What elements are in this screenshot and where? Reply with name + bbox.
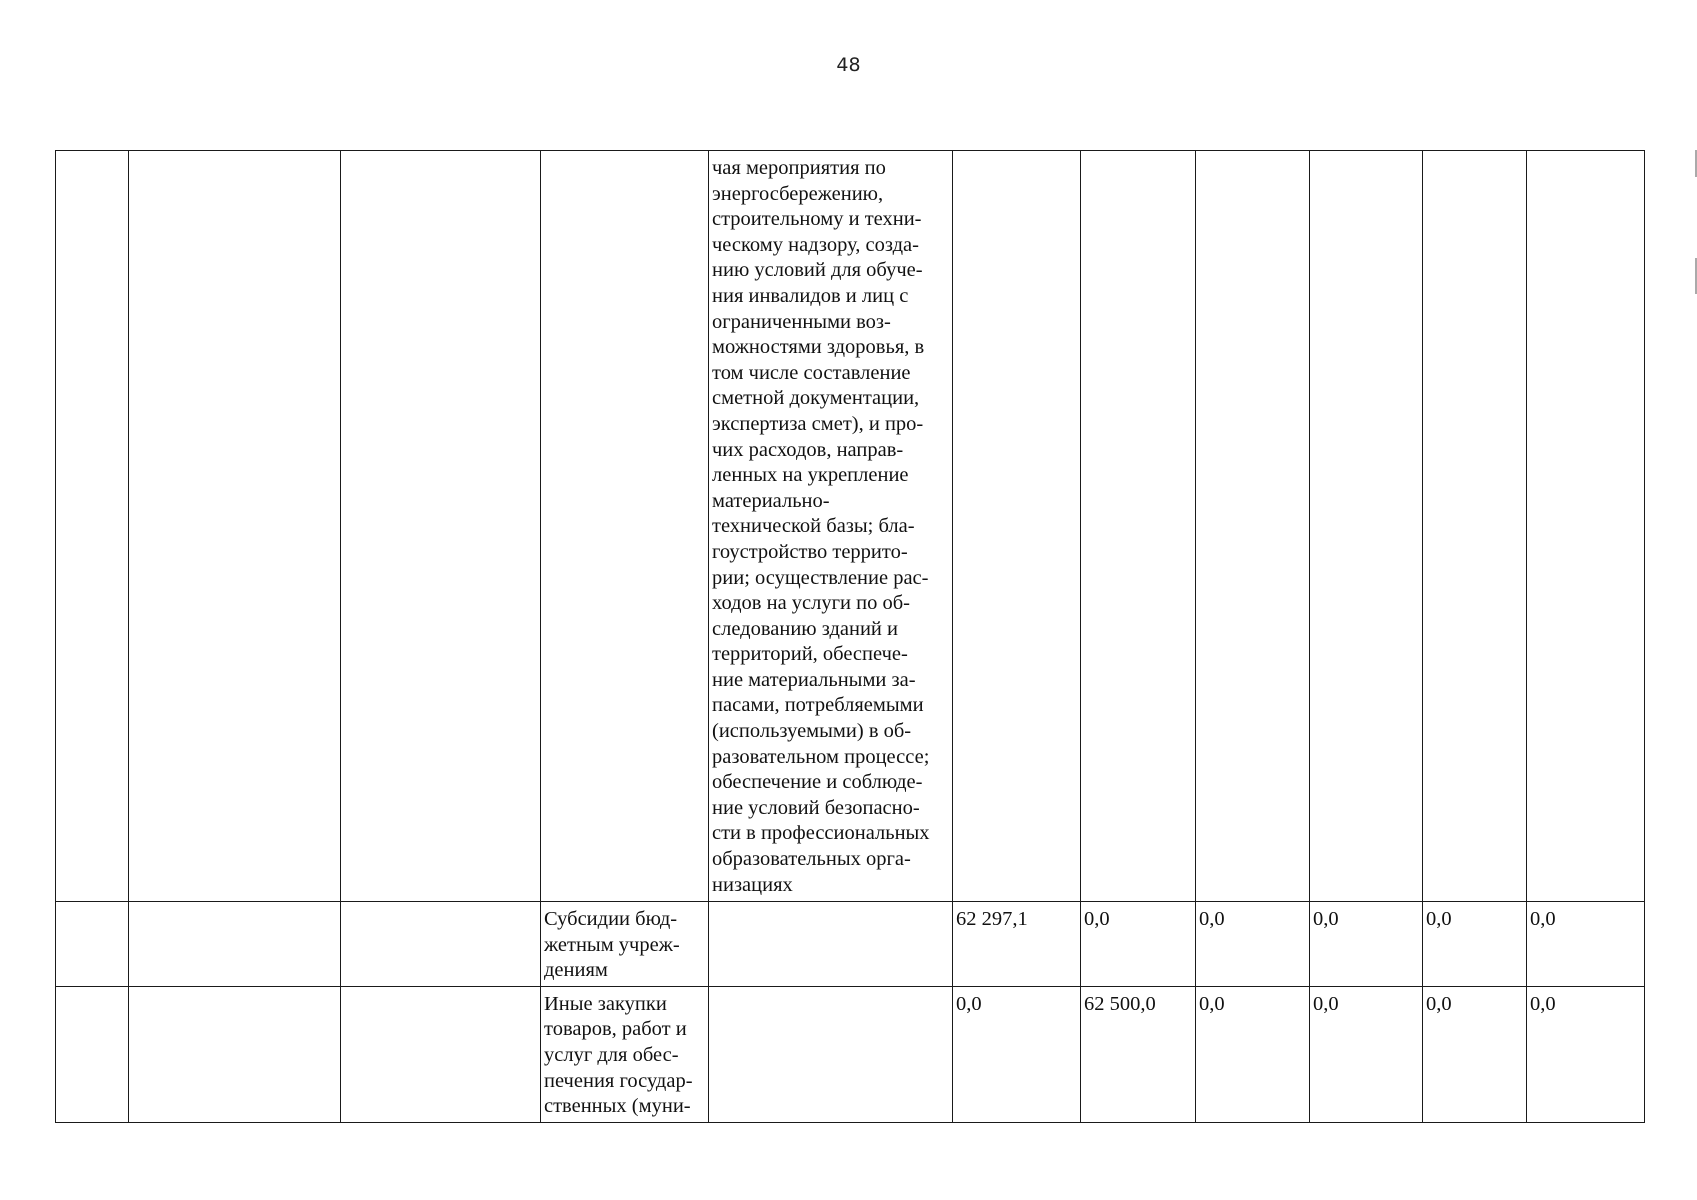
table-row xyxy=(56,151,1645,902)
amount-value: 62 297,1 xyxy=(956,908,1028,930)
amount-value: 0,0 xyxy=(1426,908,1452,930)
table-cell xyxy=(1081,151,1196,902)
table-cell xyxy=(1423,151,1527,902)
amount-cell xyxy=(1196,986,1310,1122)
table-row xyxy=(56,986,1645,1122)
table-cell xyxy=(1310,151,1423,902)
amount-cell xyxy=(1527,986,1645,1122)
amount-cell xyxy=(1081,986,1196,1122)
budget-table xyxy=(55,150,1645,1123)
amount-value: 0,0 xyxy=(1313,992,1339,1015)
amount-cell xyxy=(1081,902,1196,987)
table-cell xyxy=(129,986,341,1122)
amount-cell xyxy=(1423,902,1527,987)
amount-value: 62 500,0 xyxy=(1084,992,1156,1015)
expense-type-cell xyxy=(541,986,709,1122)
expense-type-text: Иные закупки товаров, работ и услуг для обес- печения государ- ственных (муни- xyxy=(544,992,693,1118)
amount-cell xyxy=(1310,986,1423,1122)
amount-cell xyxy=(1423,986,1527,1122)
table-cell xyxy=(341,902,541,987)
amount-cell xyxy=(1196,902,1310,987)
amount-cell xyxy=(953,986,1081,1122)
table-cell xyxy=(1196,151,1310,902)
amount-cell xyxy=(1310,902,1423,987)
table-cell xyxy=(56,151,129,902)
table-cell xyxy=(129,902,341,987)
amount-value: 0,0 xyxy=(1530,992,1556,1015)
amount-value: 0,0 xyxy=(1530,908,1556,930)
table-cell xyxy=(709,986,953,1122)
amount-value: 0,0 xyxy=(1313,908,1339,930)
expense-type-text: Субсидии бюд- жетным учреж- дениям xyxy=(544,908,680,982)
table-cell xyxy=(541,151,709,902)
amount-cell xyxy=(1527,902,1645,987)
table-cell xyxy=(56,986,129,1122)
table-cell xyxy=(129,151,341,902)
amount-value: 0,0 xyxy=(1084,908,1110,930)
page-number: 48 xyxy=(836,54,861,76)
measure-description-text: чая мероприятия по энергосбережению, строительному и техни- ческому надзору, созда- нию условий для обуче- ния инвалидов и лиц с ограниченными воз- можностями здоровья, в том числе составление сметной документации, экспертиза смет), и про- чих расходов, направ- ленных на укрепление материально- технической базы; бла- гоустройство террито- рии; осуществление рас- ходов на услуги по об- следованию зданий и территорий, обеспече- ние материальными за- пасами, потребляемыми (используемыми) в об- разовательном процессе; обеспечение и соблюде- ние условий безопасно- сти в профессиональных образовательных орга- низациях xyxy=(712,157,930,896)
amount-value: 0,0 xyxy=(1199,908,1225,930)
table-row xyxy=(56,902,1645,987)
expense-type-cell xyxy=(541,902,709,987)
amount-value: 0,0 xyxy=(956,992,982,1015)
amount-cell xyxy=(953,902,1081,987)
table-cell xyxy=(1527,151,1645,902)
measure-description-cell xyxy=(709,151,953,902)
amount-value: 0,0 xyxy=(1199,992,1225,1015)
table-cell xyxy=(953,151,1081,902)
table-cell xyxy=(341,986,541,1122)
amount-value: 0,0 xyxy=(1426,992,1452,1015)
table-cell xyxy=(709,902,953,987)
table-cell xyxy=(341,151,541,902)
table-cell xyxy=(56,902,129,987)
